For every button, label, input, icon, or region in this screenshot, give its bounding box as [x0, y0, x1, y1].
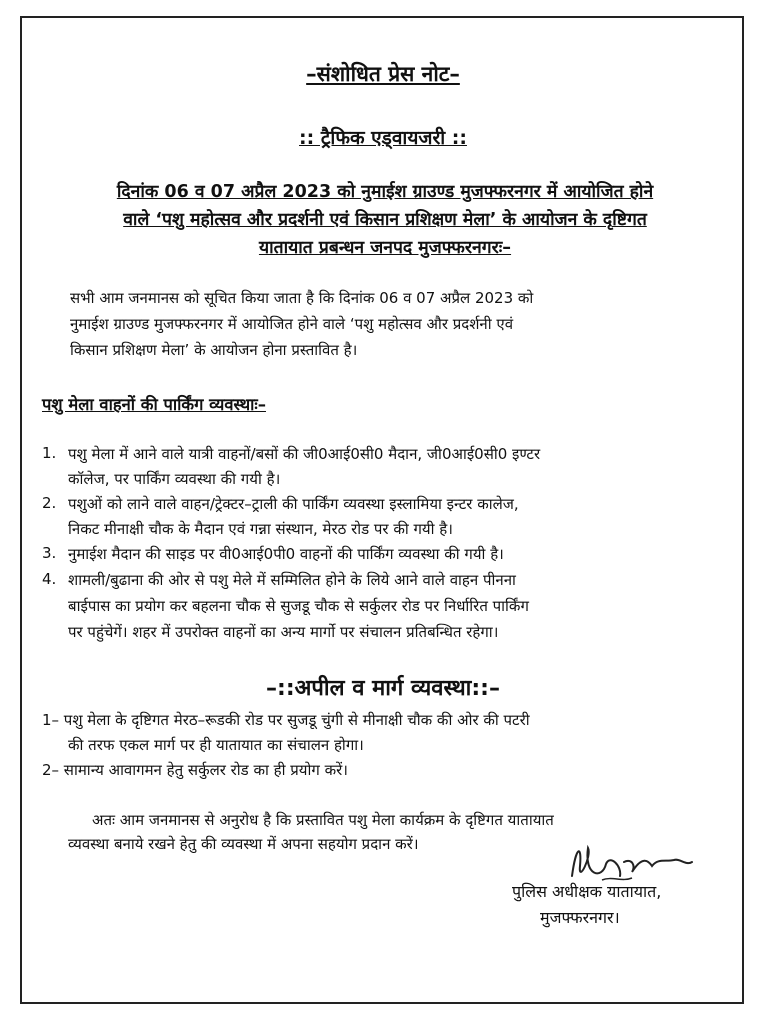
appeal-heading: –::अपील व मार्ग व्यवस्था::– [266, 676, 500, 701]
parking-item-4-number: 4. [42, 570, 57, 588]
parking-item-1-line-2: कॉलेज, पर पार्किंग व्यवस्था की गयी है। [68, 470, 281, 488]
parking-heading: पशु मेला वाहनों की पार्किंग व्यवस्थाः– [42, 395, 266, 414]
closing-line-2: व्यवस्था बनाये रखने हेतु की व्यवस्था में अपना सहयोग प्रदान करें। [68, 835, 419, 853]
intro-line-1: सभी आम जनमानस को सूचित किया जाता है कि दिनांक 06 व 07 अप्रैल 2023 को [70, 289, 534, 307]
parking-item-2-line-1: पशुओं को लाने वाले वाहन/ट्रेक्टर–ट्राली की पार्किंग व्यवस्था इस्लामिया इन्टर कालेज, [68, 495, 519, 513]
parking-item-3-line-1: नुमाईश मैदान की साइड पर वी0आई0पी0 वाहनों की पार्किंग व्यवस्था की गयी है। [68, 545, 504, 563]
subject-line-3: यातायात प्रबन्धन जनपद मुजफ्फरनगरः– [258, 238, 512, 258]
press-note-title: –संशोधित प्रेस नोट– [306, 62, 460, 86]
parking-item-1-number: 1. [42, 444, 57, 462]
appeal-item-2: 2– सामान्य आवागमन हेतु सर्कुलर रोड का ही प्रयोग करें। [42, 761, 348, 779]
appeal-item-1-line-1: 1– पशु मेला के दृष्टिगत मेरठ–रूडकी रोड पर सुजडू चुंगी से मीनाक्षी चौक की ओर की पटरी [42, 711, 530, 729]
signatory-designation: पुलिस अधीक्षक यातायात, [512, 882, 662, 901]
parking-item-4-line-2: बाईपास का प्रयोग कर बहलना चौक से सुजडू चौक से सर्कुलर रोड पर निर्धारित पार्किंग [68, 597, 529, 615]
intro-line-2: नुमाईश ग्राउण्ड मुजफ्फरनगर में आयोजित होने वाले ‘पशु महोत्सव और प्रदर्शनी एवं [70, 315, 514, 333]
signatory-location: मुजफ्फरनगर। [540, 908, 620, 927]
subject-line-1: दिनांक 06 व 07 अप्रैल 2023 को नुमाईश ग्राउण्ड मुजफ्फरनगर में आयोजित होने [116, 182, 654, 202]
closing-line-1: अतः आम जनमानस से अनुरोध है कि प्रस्तावित पशु मेला कार्यक्रम के दृष्टिगत यातायात [92, 811, 554, 829]
parking-item-1-line-1: पशु मेला में आने वाले यात्री वाहनों/बसों की जी0आई0सी0 मैदान, जी0आई0सी0 इण्टर [68, 445, 541, 463]
parking-item-3-number: 3. [42, 544, 57, 562]
parking-item-4-line-1: शामली/बुढाना की ओर से पशु मेले में सम्मिलित होने के लिये आने वाले वाहन पीनना [68, 571, 516, 589]
appeal-item-1-line-2: की तरफ एकल मार्ग पर ही यातायात का संचालन होगा। [68, 736, 364, 754]
advisory-subtitle: :: ट्रैफिक एड्वायजरी :: [299, 127, 467, 149]
subject-line-2: वाले ‘पशु महोत्सव और प्रदर्शनी एवं किसान प्रशिक्षण मेला’ के आयोजन के दृष्टिगत [123, 210, 647, 230]
intro-line-3: किसान प्रशिक्षण मेला’ के आयोजन होना प्रस्तावित है। [70, 341, 358, 359]
parking-item-4-line-3: पर पहुंचेगें। शहर में उपरोक्त वाहनों का अन्य मार्गो पर संचालन प्रतिबन्धित रहेगा। [68, 623, 499, 641]
parking-item-2-line-2: निकट मीनाक्षी चौक के मैदान एवं गन्ना संस्थान, मेरठ रोड पर की गयी है। [68, 520, 453, 538]
parking-item-2-number: 2. [42, 494, 57, 512]
